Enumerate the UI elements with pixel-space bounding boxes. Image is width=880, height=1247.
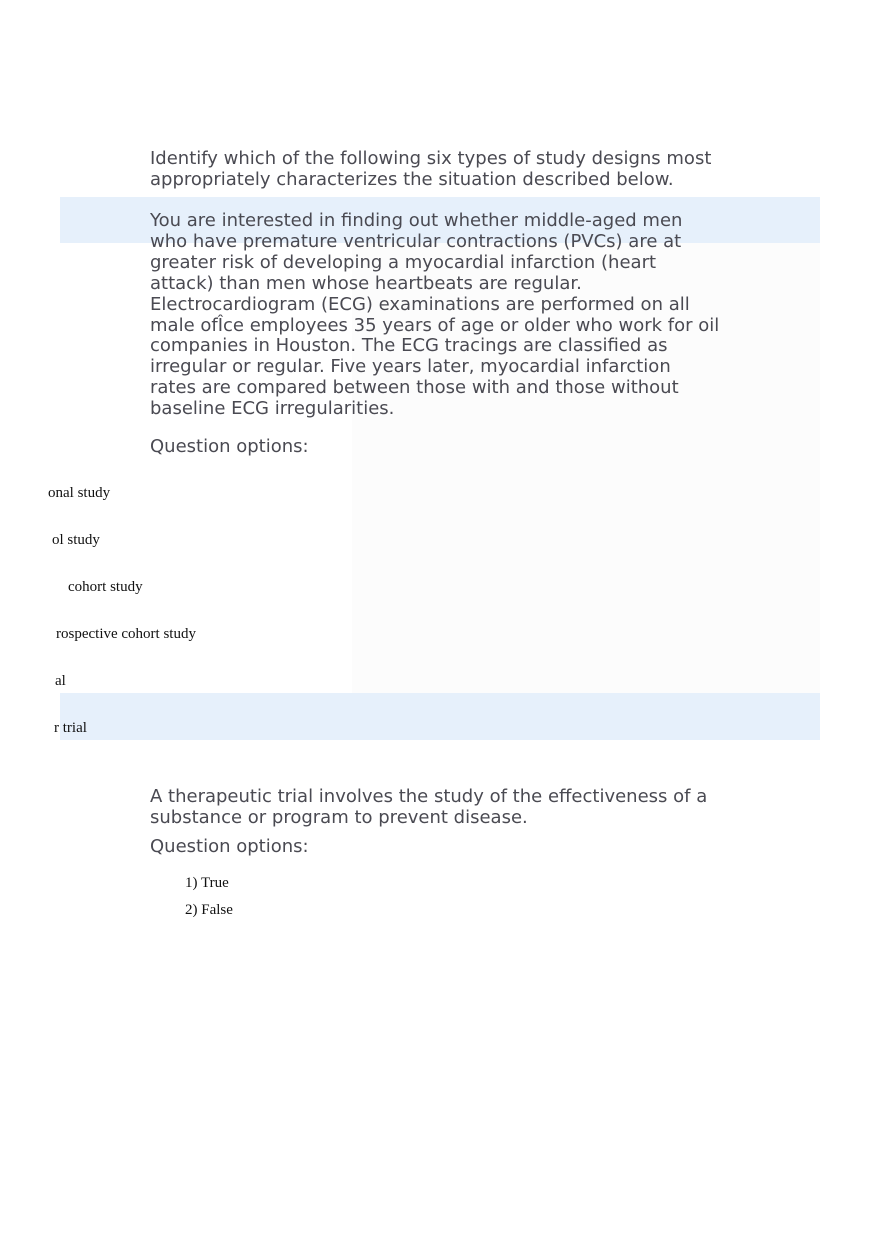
question-2-options-label: Question options:	[150, 836, 309, 857]
option-community-trial[interactable]: r trial	[54, 720, 87, 736]
option-prospective-cohort-study[interactable]: rospective cohort study	[56, 626, 196, 642]
question-1-options-list	[48, 470, 360, 740]
option-case-control-study[interactable]: ol study	[52, 532, 100, 548]
option-cohort-study[interactable]: cohort study	[68, 579, 143, 595]
question-1-prompt: Identify which of the following six types of study designs most appropriately characterizes the situation described below.	[150, 148, 712, 190]
option-trial[interactable]: al	[55, 673, 66, 689]
option-false[interactable]: 2) False	[185, 902, 233, 918]
option-cross-sectional-study[interactable]: onal study	[48, 485, 111, 501]
question-1-scenario: You are interested in finding out whether middle-aged men who have premature ventricular contractions (PVCs) are at greater risk of developing a myocardial infarction (heart attack) than men whose heartbeats are regular. Electrocardiogram (ECG) examinations are performed on all male ofÎce employees 35 years of age or older who work for oil companies in Houston. The ECG tracings are classified as irregular or regular. Five years later, myocardial infarction rates are compared between those with and those without baseline ECG irregularities.	[150, 210, 720, 420]
question-1-options-label: Question options:	[150, 436, 309, 457]
option-true[interactable]: 1) True	[185, 875, 229, 891]
question-2-prompt: A therapeutic trial involves the study of the effectiveness of a substance or program to prevent disease.	[150, 786, 708, 828]
